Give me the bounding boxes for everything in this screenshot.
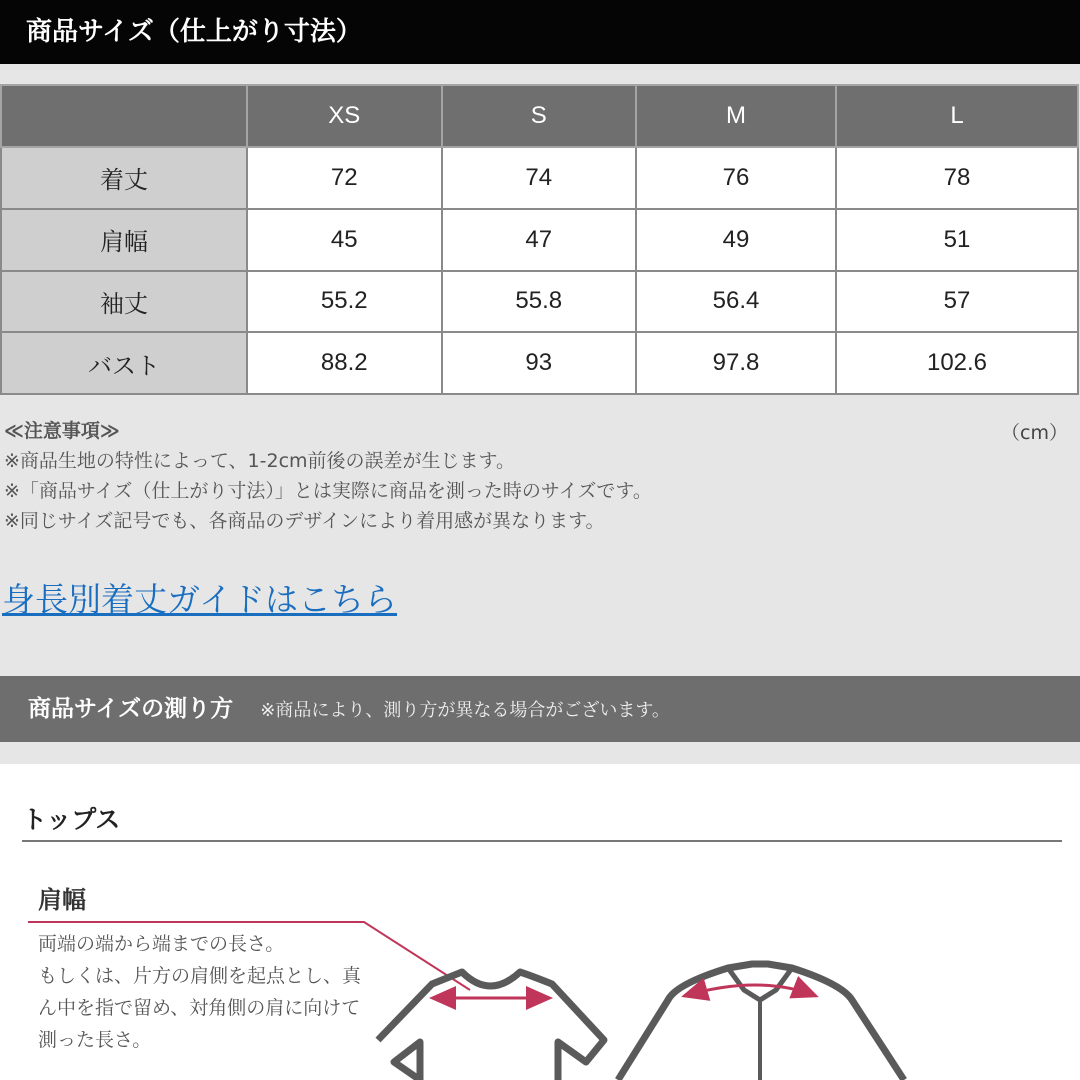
- section-title: 商品サイズ（仕上がり寸法）: [26, 17, 362, 47]
- table-cell: 76: [636, 147, 836, 209]
- measure-section-note: ※商品により、測り方が異なる場合がございます。: [260, 700, 670, 721]
- table-cell: 51: [836, 209, 1078, 271]
- table-cell: 88.2: [247, 332, 442, 394]
- table-cell: 93: [442, 332, 637, 394]
- note-line: ※「商品サイズ（仕上がり寸法）」とは実際に商品を測った時のサイズです。: [4, 480, 652, 502]
- size-header-xs: XS: [247, 85, 442, 147]
- shoulder-title: 肩幅: [38, 886, 86, 914]
- height-length-guide-link[interactable]: 身長別着丈ガイドはこちら: [2, 580, 398, 619]
- table-cell: 74: [442, 147, 637, 209]
- table-cell: 72: [247, 147, 442, 209]
- tops-title: トップス: [22, 805, 121, 834]
- row-label-length: 着丈: [1, 147, 247, 209]
- tshirt-outline-icon: [378, 972, 604, 1080]
- table-cell: 78: [836, 147, 1078, 209]
- notes-title: ≪注意事項≫: [4, 420, 120, 442]
- table-cell: 47: [442, 209, 637, 271]
- shoulder-desc-line: 両端の端から端までの長さ。: [38, 933, 285, 955]
- table-cell: 45: [247, 209, 442, 271]
- row-label-bust: バスト: [1, 332, 247, 394]
- shoulder-desc-line: もしくは、片方の肩側を起点とし、真ん中を指で留め、対角側の肩に向けて測った長さ。: [38, 965, 362, 1051]
- note-line: ※商品生地の特性によって、1-2cm前後の誤差が生じます。: [4, 450, 516, 472]
- table-cell: 102.6: [836, 332, 1078, 394]
- size-header-m: M: [636, 85, 836, 147]
- table-cell: 55.2: [247, 271, 442, 333]
- table-cell: 55.8: [442, 271, 637, 333]
- table-cell: 49: [636, 209, 836, 271]
- measure-section-title: 商品サイズの測り方: [28, 696, 234, 722]
- size-header-l: L: [836, 85, 1078, 147]
- note-line: ※同じサイズ記号でも、各商品のデザインにより着用感が異なります。: [4, 510, 605, 532]
- size-header-s: S: [442, 85, 637, 147]
- unit-label: （cm）: [1001, 422, 1068, 444]
- table-cell: 57: [836, 271, 1078, 333]
- row-label-sleeve: 袖丈: [1, 271, 247, 333]
- callout-leader-line: [28, 922, 470, 990]
- table-cell: 97.8: [636, 332, 836, 394]
- table-cell: 56.4: [636, 271, 836, 333]
- row-label-shoulder: 肩幅: [1, 209, 247, 271]
